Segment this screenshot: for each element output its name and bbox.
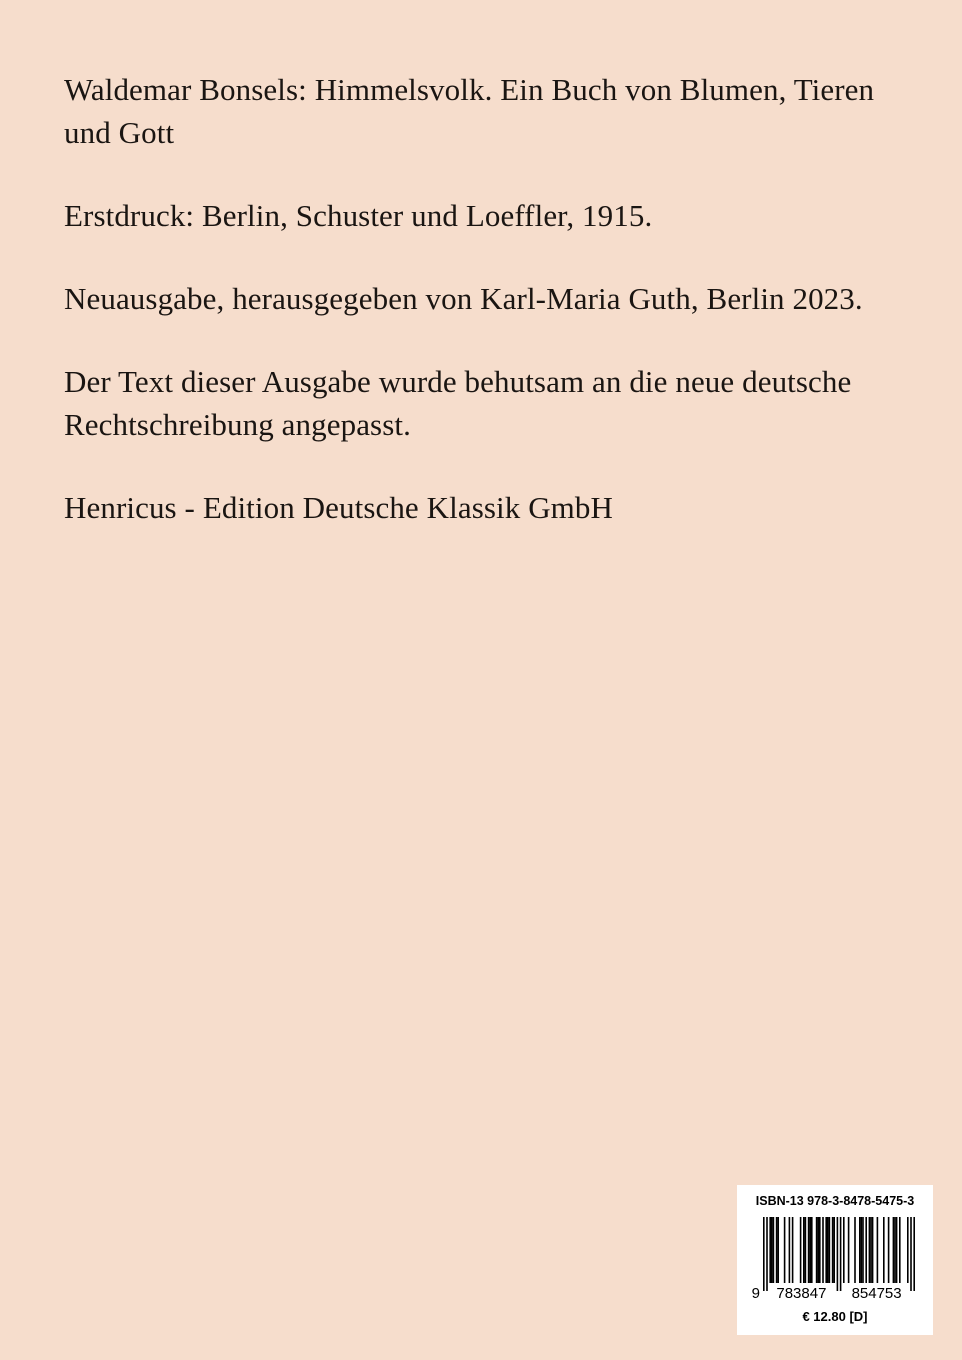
barcode-guard-bar xyxy=(766,1217,768,1291)
new-edition-line: Neuausgabe, herausgegeben von Karl-Maria Guth, Berlin 2023. xyxy=(64,281,863,316)
barcode-bar xyxy=(792,1217,794,1283)
barcode-bar xyxy=(829,1217,831,1283)
isbn-label: ISBN-13 978-3-8478-5475-3 xyxy=(755,1194,915,1208)
barcode-bar xyxy=(896,1217,898,1283)
barcode-bar xyxy=(865,1217,867,1283)
barcode-bar xyxy=(832,1217,834,1283)
barcode-bar xyxy=(833,1217,835,1283)
barcode-guard-bar xyxy=(913,1217,915,1291)
barcode-bar xyxy=(777,1217,779,1283)
barcode-bar xyxy=(776,1217,778,1283)
barcode-bar xyxy=(859,1217,861,1283)
barcode-bar xyxy=(771,1217,773,1283)
orthography-note: Der Text dieser Ausgabe wurde behutsam an die neue deutsche Rechtschreibung angepasst. xyxy=(64,364,852,442)
barcode-bar xyxy=(894,1217,896,1283)
barcode-bar xyxy=(803,1217,805,1283)
barcode-bar xyxy=(817,1217,819,1283)
barcode-bar xyxy=(808,1217,810,1283)
barcode-bar xyxy=(870,1217,872,1283)
barcode-bar xyxy=(883,1217,885,1283)
barcode-bar xyxy=(805,1217,807,1283)
barcode-bar xyxy=(769,1217,771,1283)
barcode-bar xyxy=(819,1217,821,1283)
imprint-text-block xyxy=(64,68,904,569)
barcode-bar xyxy=(800,1217,802,1283)
barcode-guard-bar xyxy=(910,1217,912,1291)
barcode-guard-bar xyxy=(837,1217,839,1291)
barcode-bar xyxy=(789,1217,791,1283)
title-line: Waldemar Bonsels: Himmelsvolk. Ein Buch von Blumen, Tieren und Gott xyxy=(64,72,875,150)
barcode-bar xyxy=(854,1217,856,1283)
barcode-digit-first: 9 xyxy=(751,1285,760,1302)
publisher-line: Henricus - Edition Deutsche Klassik GmbH xyxy=(64,490,613,525)
barcode-bar xyxy=(822,1217,824,1283)
barcode-bar xyxy=(877,1217,879,1283)
barcode-bar xyxy=(907,1217,909,1283)
barcode-bar xyxy=(773,1217,775,1283)
barcode-guard-bar xyxy=(840,1217,842,1291)
barcode-bar xyxy=(825,1217,827,1283)
barcode-bar xyxy=(862,1217,864,1283)
barcode-bar xyxy=(809,1217,811,1283)
first-print-line: Erstdruck: Berlin, Schuster und Loeffler, 1915. xyxy=(64,198,653,233)
barcode-bar xyxy=(827,1217,829,1283)
barcode-box xyxy=(737,1185,933,1335)
barcode-bar xyxy=(784,1217,786,1283)
ean13-barcode xyxy=(751,1215,919,1305)
barcode-bar xyxy=(816,1217,818,1283)
barcode-bar xyxy=(848,1217,850,1283)
barcode-digits-right: 854753 xyxy=(851,1285,902,1302)
barcode-bar xyxy=(888,1217,890,1283)
barcode-bar xyxy=(899,1217,901,1283)
barcode-bar xyxy=(872,1217,874,1283)
barcode-digits-left: 783847 xyxy=(776,1285,827,1302)
barcode-bar xyxy=(861,1217,863,1283)
price-label: € 12.80 [D] xyxy=(802,1309,868,1324)
barcode-bar xyxy=(893,1217,895,1283)
barcode-bar xyxy=(811,1217,813,1283)
barcode-bar xyxy=(869,1217,871,1283)
barcode-bar xyxy=(843,1217,845,1283)
barcode-guard-bar xyxy=(763,1217,765,1291)
